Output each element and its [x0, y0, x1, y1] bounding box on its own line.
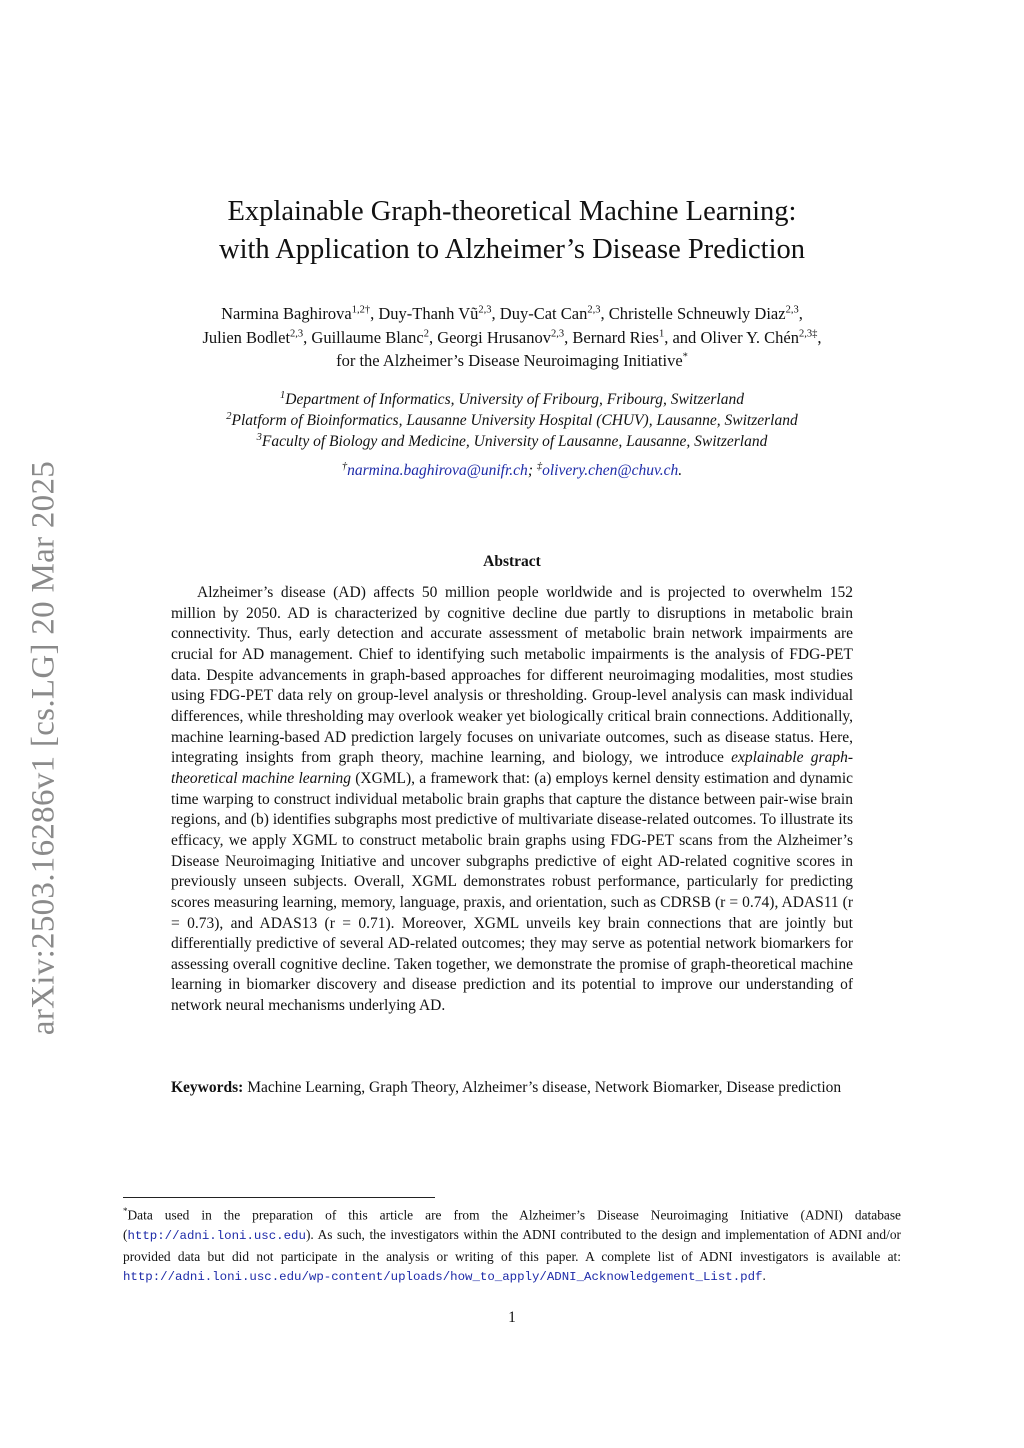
author-affil: 2,3 — [551, 328, 565, 339]
footnote-url-2[interactable]: http://adni.loni.usc.edu/wp-content/uploads/how_to_apply/ADNI_Acknowledgement_List.pdf — [123, 1270, 763, 1285]
footnote-rule — [123, 1197, 435, 1198]
author-affil: 2,3 — [478, 304, 492, 316]
consortium-footnote-mark[interactable]: * — [682, 351, 688, 363]
abstract-text-2: (XGML), a framework that: (a) employs kernel density estimation and dynamic time warping to construct individual metabolic brain graphs that capture the distance between pair-wise brain regions, and (b) identifies subgraphs most predictive of multivariate disease-related outcomes. To illustrate its efficacy, we apply XGML to construct metabolic brain graphs using FDG-PET scans from the Alzheimer’s Disease Neuroimaging Initiative and uncover subgraphs predictive of eight AD-related cognitive scores in previously unseen subjects. Overall, XGML demonstrates robust performance, particularly for predicting scores measuring learning, memory, language, praxis, and orientation, such as CDRSB (r = 0.74), ADAS11 (r = 0.73), and ADAS13 (r = 0.71). Moreover, XGML unveils key brain connections that are jointly but differentially predictive of several AD-related outcomes; they may serve as potential network biomarkers for assessing overall cognitive decline. Taken together, we demonstrate the promise of graph-theoretical machine learning in biomarker discovery and disease prediction and its potential to improve our understanding of network neural mechanisms underlying AD. — [171, 769, 854, 1015]
author-name: Christelle Schneuwly Diaz — [608, 304, 786, 323]
arxiv-identifier[interactable]: arXiv:2503.16286v1 [cs.LG] 20 Mar 2025 — [25, 460, 62, 1036]
affiliation-text: Platform of Bioinformatics, Lausanne University Hospital (CHUV), Lausanne, Switzerland — [231, 412, 798, 429]
affiliation-number: 2 — [226, 410, 232, 422]
keywords-text: Machine Learning, Graph Theory, Alzheimer’s disease, Network Biomarker, Disease prediction — [243, 1079, 842, 1096]
email-link-2[interactable]: olivery.chen@chuv.ch — [542, 462, 679, 479]
author-name: Duy-Thanh Vũ — [378, 304, 479, 323]
keywords-label: Keywords: — [171, 1079, 244, 1096]
author-name: Oliver Y. Chén — [700, 327, 799, 347]
affiliation — [120, 410, 904, 431]
author-name: Julien Bodlet — [202, 327, 291, 347]
abstract-heading: Abstract — [483, 553, 541, 570]
contact-emails: †narmina.baghirova@unifr.ch; ‡olivery.chen@chuv.ch. — [341, 460, 683, 479]
author-name: Narmina Baghirova — [221, 304, 352, 323]
footnote-text-2: ). As such, the investigators within the ADNI contributed to the design and implementation of ADNI and/or provided data but did not participate in the analysis or writing of this paper. A complete list of ADNI investigators is available at: — [123, 1227, 901, 1264]
affiliation-text: Faculty of Biology and Medicine, University of Lausanne, Lausanne, Switzerland — [261, 433, 768, 450]
author-affil: 2,3‡ — [798, 328, 818, 339]
author-affil: 2,3 — [785, 304, 799, 316]
footnote — [123, 1202, 901, 1288]
author-line-3 — [120, 349, 904, 373]
footnote-text-3: . — [762, 1268, 766, 1284]
abstract-text-1: Alzheimer’s disease (AD) affects 50 million people worldwide and is projected to overwhelm 152 million by 2050. AD is characterized by cognitive decline due partly to disruptions in metabolic brain connectivity. Thus, early detection and accurate assessment of metabolic brain network impairments are crucial for AD management. Chief to identifying such metabolic impairments is the analysis of FDG-PET data. Despite advancements in graph-based approaches for different neuroimaging modalities, most studies using FDG-PET data rely on group-level analysis or thresholding. Group-level analysis can mask individual differences, while thresholding may overlook weaker yet biologically critical brain connections. Additionally, machine learning-based AD prediction largely focuses on univariate outcomes, such as disease status. Here, integrating insights from graph theory, machine learning, and biology, we introduce — [171, 584, 853, 767]
author-line-1: Narmina Baghirova$^{1,2\dagger}$, Duy-Thanh Vũ$^{2,3}$, Duy-Cat Can$^{2,3}$, Christelle Schneuwly Diaz$^{2,3}$, — [221, 304, 803, 323]
author-name: Duy-Cat Can — [499, 304, 588, 323]
affiliation-list — [120, 389, 904, 452]
title-line-1: Explainable Graph-theoretical Machine Learning: — [227, 196, 797, 227]
affiliation-number: 1 — [280, 389, 286, 401]
author-affil: 1,2† — [351, 304, 371, 316]
affiliation — [120, 389, 904, 410]
email-link-1[interactable]: narmina.baghirova@unifr.ch — [347, 462, 528, 479]
abstract-emphasis: explainable graph-theoretical machine learning — [171, 749, 853, 787]
footnote-text-1: Data used in the preparation of this article are from the Alzheimer’s Disease Neuroimaging Initiative (ADNI) database ( — [123, 1207, 901, 1243]
dagger-mark: † — [341, 460, 348, 472]
affiliation — [120, 431, 904, 452]
consortium: for the Alzheimer’s Disease Neuroimaging Initiative — [336, 351, 683, 370]
author-affil: 2 — [423, 328, 429, 339]
author-name: Georgi Hrusanov — [437, 327, 551, 347]
author-name: Guillaume Blanc — [311, 327, 424, 347]
author-affil: 1 — [658, 328, 665, 339]
author-line-2: Julien Bodlet$^{2,3}$, Guillaume Blanc$^2$, Georgi Hrusanov$^{2,3}$, Bernard Ries$^1$, and Oliver Y. Chén$^{2,3\ddagger}$, — [202, 327, 822, 347]
affiliation-number: 3 — [256, 431, 262, 443]
footnote-url-1[interactable]: http://adni.loni.usc.edu — [127, 1229, 306, 1244]
abstract-body — [171, 583, 853, 1017]
footnote-mark: * — [123, 1206, 128, 1216]
author-name: Bernard Ries — [572, 327, 659, 347]
title-line-2: with Application to Alzheimer’s Disease Prediction — [219, 234, 805, 265]
page-number: 1 — [508, 1309, 516, 1326]
author-affil: 2,3 — [290, 328, 304, 339]
keywords — [171, 1078, 853, 1099]
author-list — [120, 302, 904, 373]
affiliation-text: Department of Informatics, University of Fribourg, Fribourg, Switzerland — [285, 391, 744, 408]
paper-title — [120, 193, 904, 269]
double-dagger-mark: ‡ — [536, 460, 543, 472]
author-affil: 2,3 — [587, 304, 601, 316]
